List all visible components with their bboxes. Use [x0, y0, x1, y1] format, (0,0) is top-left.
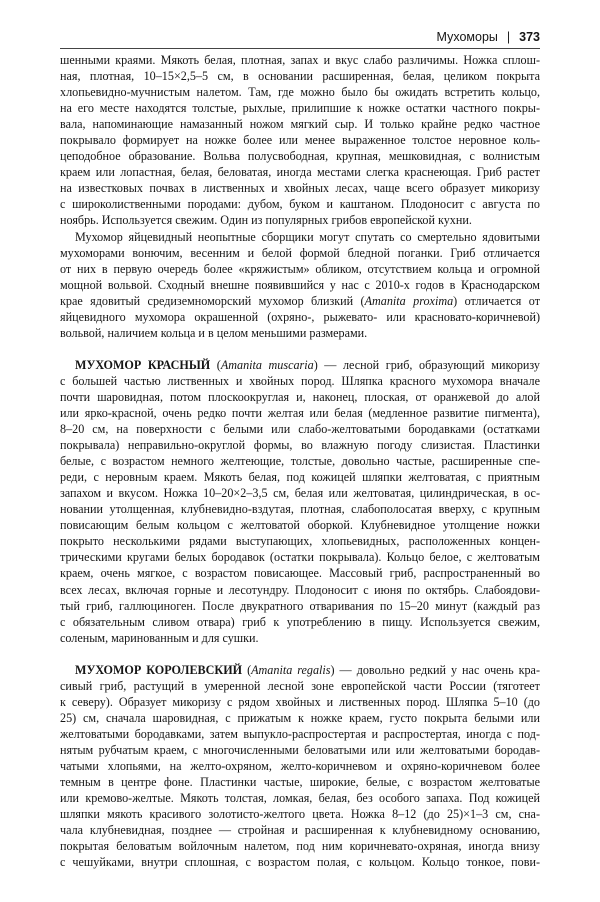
text-line: мухоморами вонючим, весенним и белой формой бледной поганки. Гриб отличается	[60, 245, 540, 260]
text-line: цеподобное образование. Вольва полусвободная, крупная, мешковидная, с волнистым	[60, 149, 540, 164]
text-line: Мухомор яйцевидный неопытные сборщики могут спутать со смертельно ядовитыми	[75, 229, 540, 244]
latin-name: Amanita regalis	[251, 662, 331, 677]
text-line: шенными краями. Мякоть белая, плотная, запах и вкус слабо различимы. Ножка сплош-	[60, 53, 540, 67]
text-line: ная, плотная, 10–15×2,5–5 см, в основании расширенная, белая, целиком покрыта	[60, 69, 540, 84]
text-line: шляпки мякоть красивого золотисто-желтого цвета. Ножка 8–12 (до 25)×1–3 см, сна-	[60, 807, 540, 822]
running-header	[437, 30, 540, 44]
text-line: тый гриб, галлюциноген. После двукратного отваривания по 15–20 минут (каждый раз	[60, 598, 540, 613]
header-rule	[60, 48, 540, 49]
text-line: покрытая беловатым войлочным налетом, под ним коричневато-охряная, иногда внизу	[60, 839, 540, 854]
text-line: с большей частью лиственных и хвойных пород. Шляпка красного мухомора вначале	[60, 373, 540, 388]
text-run: крае ядовитый средиземноморский мухомор близкий (	[60, 293, 365, 308]
paragraph-gap	[60, 646, 540, 662]
text-line: ноябрь. Используется свежим. Один из популярных грибов европейской кухни.	[60, 213, 472, 228]
text-run: ) отличается от	[453, 293, 540, 308]
text-line	[60, 870, 540, 886]
text-line: вольвой, наличием кольца и в целом меньшими размерами.	[60, 325, 368, 340]
text-line: соленым, маринованным и для сушки.	[60, 630, 259, 645]
species-heading: МУХОМОР КОРОЛЕВСКИЙ	[75, 662, 243, 677]
text-line	[60, 662, 540, 678]
text-line: от них в первую очередь более «кряжистым» обликом, отсутствием кольца и огромной	[60, 261, 540, 276]
latin-name: Amanita proxima	[364, 293, 454, 308]
text-line: покрывала) неправильно-округлой формы, во влажную погоду слизистая. Пластинки	[60, 438, 540, 453]
text-line: к северу). Образует микоризу с рядом хвойных и лиственных пород. Шляпка 5–10 (до	[60, 694, 540, 709]
text-line: яйцевидного мухомора окрашенной (охряно-, рыжевато- или красновато-коричневой)	[60, 309, 540, 324]
text-line: покрыто несколькими рядами выступающих, хлопьевидных, расположенных концен-	[60, 534, 540, 549]
text-line: 25) см, сначала шаровидная, с прижатым к ножке краем, густо покрыта белыми или	[60, 710, 540, 725]
text-line: хлопьевидно-мучнистым налетом. Там, где можно было бы ожидать встретить кольцо,	[60, 85, 540, 100]
page-number: 373	[519, 30, 540, 44]
species-heading: МУХОМОР КРАСНЫЙ	[75, 357, 211, 372]
text-line: желтоватыми бородавками, затем выпукло-распростертая и распростертая, иногда с под-	[60, 726, 540, 741]
text-line: чатыми хлопьями, на желто-охряном, желто-коричневом и охряно-коричневом более	[60, 758, 540, 773]
text-line: нятым рубчатым краем, с многочисленными беловатыми или или желтоватыми бородав-	[60, 742, 540, 757]
header-separator: |	[506, 30, 511, 44]
text-run: ) — лесной гриб, образующий микоризу	[313, 357, 540, 372]
text-line: с широколиственными породами: дубом, буком и каштаном. Плодоносит с августа по	[60, 197, 540, 212]
text-line: краем, очень мягкое, с возрастом повисающее. Массовый гриб, распространенный во	[60, 566, 540, 581]
text-line: 8–20 см, на поверхности с белыми или слабо-желтоватыми бородавками (остатками	[60, 422, 540, 437]
text-line: вала, напоминающие намазанный ножом мягкий сыр. И только крайне редко частное	[60, 117, 540, 132]
text-run: (	[242, 662, 252, 677]
text-line: темным в центре фоне. Пластинки частые, широкие, белые, с возрастом желтоватые	[60, 775, 540, 790]
text-line: запахом и вкусом. Ножка 10–20×2–3,5 см, белая или желтоватая, цилиндрическая, в ос-	[60, 486, 540, 501]
text-line: с чешуйками, внутри сплошная, с возрастом полая, с кольцом. Кольцо тонкое, пови-	[60, 855, 540, 870]
text-line	[60, 293, 540, 309]
text-line: покрывало формирует на ножке более или менее выраженное толстое неровное коль-	[60, 133, 540, 148]
latin-name: Amanita muscaria	[220, 357, 314, 372]
text-line	[60, 357, 540, 373]
text-line: чала клубневидная, позднее — стройная и расширенная к клубневидному основанию,	[60, 823, 540, 838]
text-line	[60, 886, 540, 902]
text-line: с обязательным сливом отвара) гриб к употреблению в пищу. Используется свежим,	[60, 614, 540, 629]
text-line: повисающим белым кольцом с желтоватой оборкой. Клубневидное утолщение ножки	[60, 518, 540, 533]
text-run: (	[210, 357, 221, 372]
text-line: или ярко-красной, очень редко почти желтая или белая (медленное развитие пигмента),	[60, 405, 540, 420]
text-line: реди, с неровным краем. Мякоть белая, под кожицей шляпки желтоватая, с приятным	[60, 470, 540, 485]
text-line: трическими кругами белых бородавок (остатки покрывала). Кольцо белое, с желтоватым	[60, 550, 540, 565]
paragraph-gap	[60, 341, 540, 357]
text-line: почти шаровидная, потом плоскоокруглая и, наконец, плоская, от оранжевой до алой	[60, 389, 540, 404]
text-line: на его месте находятся толстые, рыхлые, прилипшие к ножке остатки частного покры-	[60, 101, 540, 116]
text-line: мощной вольвой. Сходный внешне появившийся у нас с 2010-х годов в Краснодарском	[60, 277, 540, 292]
text-line: на известковых почвах в лиственных и хвойных лесах, чаще всего образует микоризу	[60, 181, 540, 196]
text-line: или кремово-желтые. Мякоть толстая, ломкая, белая, без особого запаха. Под кожицей	[60, 791, 540, 806]
text-line: сивый гриб, растущий в умеренной лесной зоне европейской части России (тяготеет	[60, 678, 540, 693]
text-line: всех лесах, включая горные и лесотундру. Плодоносит с июня по октябрь. Слабоядови-	[60, 582, 540, 597]
page-body	[60, 52, 540, 902]
text-line: новании утолщенная, клубневидно-вздутая, плотная, слабополосатая вверху, с крупным	[60, 502, 540, 517]
text-line: белые, с возрастом немного желтеющие, толстые, довольно частые, расширенные спе-	[60, 454, 540, 469]
running-header-section: Мухоморы	[436, 30, 498, 44]
text-line: краем или лопастная, белая, беловатая, иногда местами слегка краснеющая. Гриб растет	[60, 165, 540, 180]
text-run: ) — довольно редкий у нас очень кра-	[330, 662, 540, 677]
